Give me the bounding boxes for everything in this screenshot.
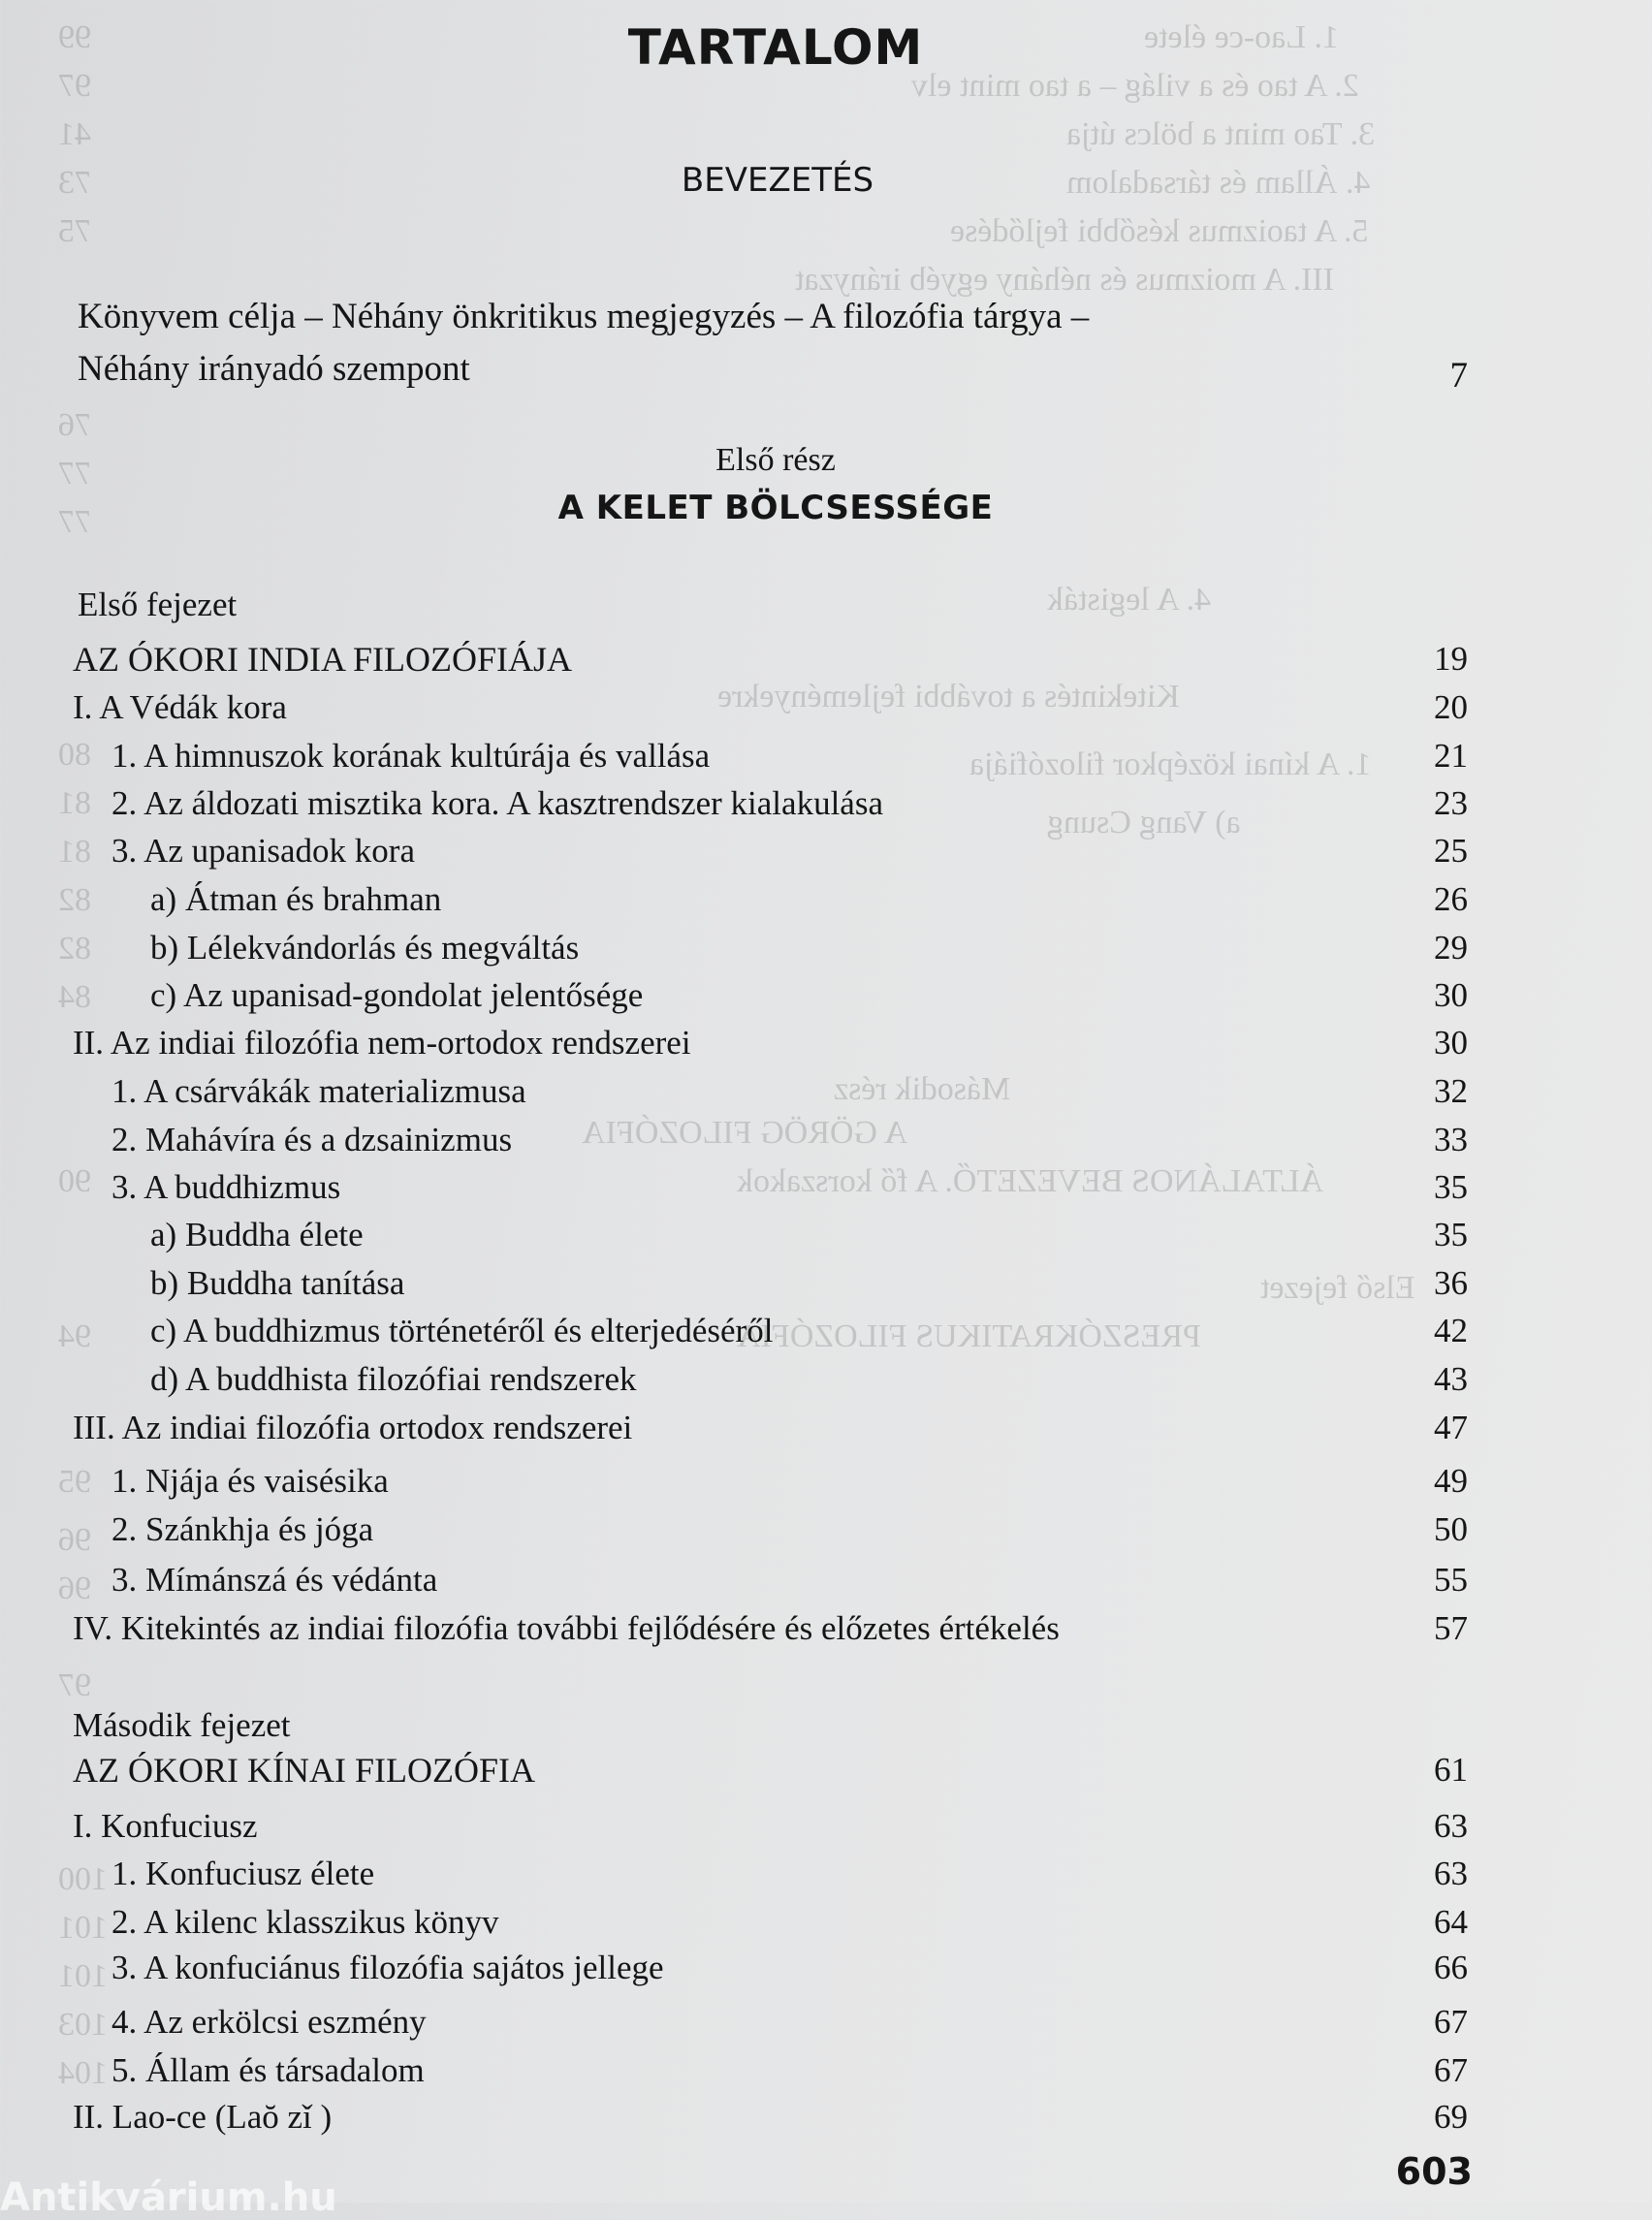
toc-entry-label: c) Az upanisad-gondolat jelentősége [150,976,644,1014]
toc-entry [0,1603,1652,1654]
watermark: Antikvárium.hu [0,2175,337,2220]
toc-entry [0,682,1652,733]
toc-entry [0,778,1652,829]
toc-entry [0,923,1652,973]
part-title: A KELET BÖLCSESSÉGE [557,489,994,527]
toc-entry-label: IV. Kitekintés az indiai filozófia további fejlődésére és előzetes értékelés [73,1609,1060,1647]
toc-entry-label: b) Buddha tanítása [150,1264,405,1302]
toc-entry-label: c) A buddhizmus történetéről és elterjedéséről [150,1312,774,1349]
toc-entry [0,970,1652,1021]
page-number: 47 [1434,1409,1468,1446]
chapter-title: AZ ÓKORI INDIA FILOZÓFIÁJA [73,640,572,679]
page-folio: 603 [1395,2150,1473,2193]
chapter-label: Első fejezet [78,586,238,623]
toc-entry [0,826,1652,876]
toc-entry-label: I. Konfuciusz [73,1807,258,1845]
page-number: 49 [1434,1462,1468,1500]
page-number: 29 [1434,929,1468,967]
toc-entry-label: 5. Állam és társadalom [111,2051,425,2089]
toc-entry [0,1849,1652,1899]
page-number: 63 [1434,1807,1468,1845]
page-number: 63 [1434,1855,1468,1892]
toc-entry [0,1066,1652,1117]
page-number: 20 [1434,688,1468,726]
part-label: Első rész [715,442,836,478]
toc-entry-label: III. Az indiai filozófia ortodox rendszerei [73,1409,633,1446]
page-title: TARTALOM [627,19,924,76]
toc-entry [0,1403,1652,1453]
page-number: 19 [1434,640,1468,678]
toc-entry-label: 2. Az áldozati misztika kora. A kasztrendszer kialakulása [111,784,883,822]
page-number: 25 [1434,832,1468,870]
page-number: 64 [1434,1903,1468,1941]
toc-entry-label: 2. Mahávíra és a dzsainizmus [111,1121,513,1158]
toc-entry [0,2046,1652,2096]
toc-entry-label: a) Buddha élete [150,1216,364,1253]
toc-entry-label: 1. A himnuszok korának kultúrája és vallása [111,737,711,775]
page-number: 50 [1434,1510,1468,1548]
intro-line: Könyvem célja – Néhány önkritikus megjegyzés – A filozófia tárgya – [78,297,1090,336]
toc-entry-label: a) Átman és brahman [150,880,442,918]
toc-entry-label: 2. Szánkhja és jóga [111,1510,374,1548]
page-number: 26 [1434,880,1468,918]
toc-entry-label: 1. A csárvákák materializmusa [111,1072,526,1110]
toc-entry [0,1997,1652,2047]
chapter-title: AZ ÓKORI KÍNAI FILOZÓFIA [73,1751,535,1790]
page-number: 30 [1434,1024,1468,1062]
page-number: 35 [1434,1216,1468,1253]
intro-page-number: 7 [1449,356,1468,396]
toc-entry [0,1306,1652,1356]
toc-entry-label: II. Lao-ce (Laŏ zǐ ) [73,2098,333,2136]
page-number: 33 [1434,1121,1468,1158]
chapter-title-row [0,634,1652,684]
toc-entry [0,1162,1652,1213]
toc-entry-label: 3. Mímánszá és védánta [111,1561,438,1599]
page-number: 36 [1434,1264,1468,1302]
page-number: 23 [1434,784,1468,822]
toc-entry [0,2092,1652,2142]
toc-entry-label: 3. A buddhizmus [111,1168,341,1206]
page-number: 69 [1434,2098,1468,2136]
toc-entry [0,1115,1652,1165]
toc-entry [0,1258,1652,1309]
bleed-through-text: 1. Lao-ce élete 2. A tao és a világ – a tao mint elv 3. Tao mint a bölcs útja 4. Állam és társadalom 5. A taoizmus későbbi fejlődése III. A moizmus és néhány egyéb irányzat 4. A legisták Kitekintés a további fejleményekre 1. A kínai középkor filozófiája a) Vang Csung 80 81 81 82 82 84 Második rész A GÖRÖG FILOZÓFIA ÁLTALÁNOS BEVEZETŐ. A fő korszakok 90 Első fejezet PRESZÓKRATIKUS FILOZÓFIA 94 95 96 96 97 100 101 101 103 104 99 97 41 73 75 76 77 77 [58,19,1415,2091]
toc-entry-label: 3. A konfuciánus filozófia sajátos jellege [111,1949,664,1986]
section-heading-intro: BEVEZETÉS [681,161,874,200]
page-number: 21 [1434,737,1468,775]
page-number: 32 [1434,1072,1468,1110]
toc-entry-label: 1. Konfuciusz élete [111,1855,375,1892]
page-number: 67 [1434,2003,1468,2041]
page-number: 67 [1434,2051,1468,2089]
toc-entry-label: 1. Njája és vaisésika [111,1462,389,1500]
page-number: 66 [1434,1949,1468,1986]
page-number: 30 [1434,976,1468,1014]
intro-entry [78,291,1435,396]
toc-entry-label: b) Lélekvándorlás és megváltás [150,929,580,967]
toc-entry [0,874,1652,925]
toc-entry [0,1505,1652,1555]
toc-entry [0,1897,1652,1948]
toc-entry [0,1943,1652,1993]
page-number: 42 [1434,1312,1468,1349]
chapter-label: Második fejezet [73,1706,291,1744]
toc-entry [0,1018,1652,1068]
toc-entry-label: II. Az indiai filozófia nem-ortodox rendszerei [73,1024,691,1062]
toc-entry [0,1801,1652,1852]
toc-entry-label: d) A buddhista filozófiai rendszerek [150,1360,637,1398]
page-number: 61 [1434,1751,1468,1789]
toc-entry-label: 4. Az erkölcsi eszmény [111,2003,427,2041]
toc-entry [0,1456,1652,1506]
toc-entry [0,731,1652,781]
toc-entry-label: 3. Az upanisadok kora [111,832,415,870]
toc-entry [0,1210,1652,1260]
page-number: 35 [1434,1168,1468,1206]
page-number: 55 [1434,1561,1468,1599]
toc-entry-label: 2. A kilenc klasszikus könyv [111,1903,499,1941]
page-number: 43 [1434,1360,1468,1398]
page-number: 57 [1434,1609,1468,1647]
toc-entry-label: I. A Védák kora [73,688,287,726]
chapter-title-row [0,1745,1652,1795]
toc-entry [0,1354,1652,1405]
intro-line: Néhány irányadó szempont [78,349,470,389]
toc-entry [0,1555,1652,1605]
